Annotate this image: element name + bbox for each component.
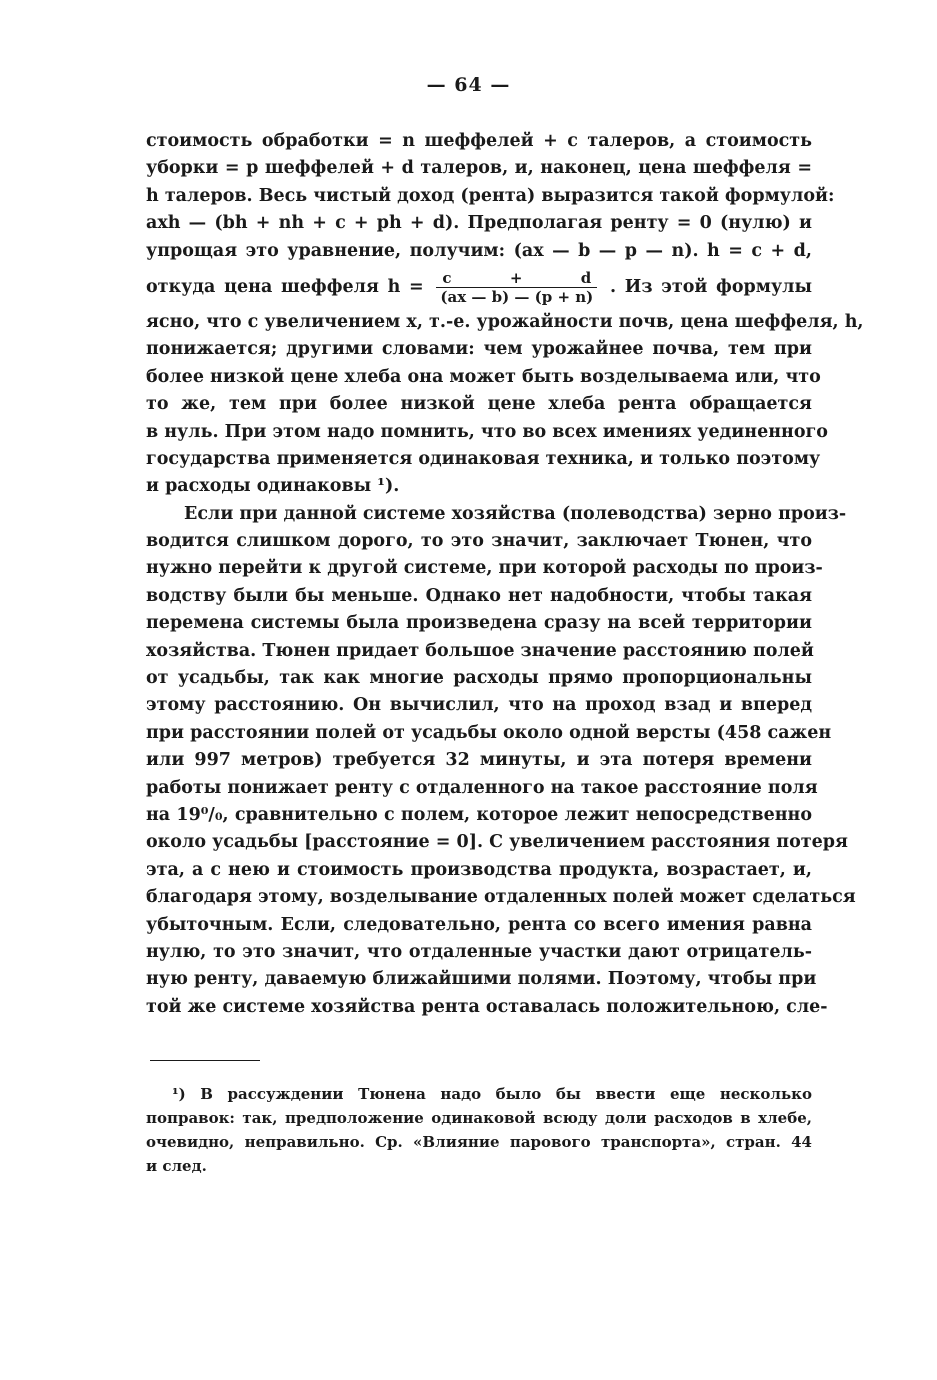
text-line: более низкой цене хлеба она может быть возделываема или, что xyxy=(146,366,821,387)
text-line: работы понижает ренту с отдаленного на такое расстояние поля xyxy=(146,777,818,798)
text-line: стоимость обработки = n шеффелей + c талеров, а стоимость xyxy=(146,131,812,151)
formula-fraction xyxy=(436,269,597,306)
formula-prefix: откуда цена шеффеля h = xyxy=(146,276,424,297)
fraction-numerator: c + d xyxy=(436,269,597,288)
text-line: то же, тем при более низкой цене хлеба рента обращается xyxy=(146,394,812,415)
text-line: этому расстоянию. Он вычислил, что на проход взад и вперед xyxy=(146,695,812,716)
paragraph-first-line: Если при данной системе хозяйства (полеводства) зерно произ- xyxy=(184,503,847,524)
text-line: на 19⁰/₀, сравнительно с полем, которое лежит непосредственно xyxy=(146,804,812,825)
page-number: — 64 — xyxy=(426,74,511,96)
text-line: при расстоянии полей от усадьбы около одной версты (458 сажен xyxy=(146,722,832,743)
text-line: и расходы одинаковы ¹). xyxy=(146,476,400,497)
text-line: хозяйства. Тюнен придает большое значение расстоянию полей xyxy=(146,640,814,661)
text-line: от усадьбы, так как многие расходы прямо пропорциональны xyxy=(146,668,812,689)
formula-line xyxy=(146,265,812,309)
text-line: h талеров. Весь чистый доход (рента) выразится такой формулой: xyxy=(146,185,835,206)
text-line: водится слишком дорого, то это значит, заключает Тюнен, что xyxy=(146,531,812,552)
footnotes xyxy=(146,1082,812,1178)
text-line: благодаря этому, возделывание отдаленных полей может сделаться xyxy=(146,887,856,908)
text-line: перемена системы была произведена сразу на всей территории xyxy=(146,613,812,634)
text-line: уборки = p шеффелей + d талеров, и, наконец, цена шеффеля = xyxy=(146,158,812,179)
footnote-divider xyxy=(150,1060,260,1061)
text-line: ясно, что с увеличением x, т.-е. урожайности почв, цена шеффеля, h, xyxy=(146,311,864,332)
text-line: убыточным. Если, следовательно, рента со всего имения равна xyxy=(146,914,812,935)
footnote-line: ¹) В рассуждении Тюнена надо было бы ввести еще несколько xyxy=(172,1085,812,1103)
text-line: понижается; другими словами: чем урожайнее почва, тем при xyxy=(146,339,812,360)
text-line: нужно перейти к другой системе, при которой расходы по произ- xyxy=(146,558,823,579)
footnote-line: очевидно, неправильно. Ср. «Влияние парового транспорта», стран. 44 xyxy=(146,1133,812,1151)
footnote-line: и след. xyxy=(146,1157,207,1175)
text-line: государства применяется одинаковая техника, и только поэтому xyxy=(146,448,821,469)
text-line: водству были бы меньше. Однако нет надобности, чтобы такая xyxy=(146,585,812,606)
text-line: в нуль. При этом надо помнить, что во всех имениях уединенного xyxy=(146,421,828,442)
main-text xyxy=(146,128,864,1021)
text-line: или 997 метров) требуется 32 минуты, и эта потеря времени xyxy=(146,750,812,771)
formula-suffix: . Из этой формулы xyxy=(609,276,813,297)
text-line: упрощая это уравнение, получим: (ax — b — p — n). h = c + d, xyxy=(146,240,812,261)
text-line: axh — (bh + nh + c + ph + d). Предполагая ренту = 0 (нулю) и xyxy=(146,213,812,234)
footnote-line: поправок: так, предположение одинаковой всюду доли расходов в хлебе, xyxy=(146,1109,812,1127)
text-line: около усадьбы [расстояние = 0]. С увеличением расстояния потеря xyxy=(146,832,848,853)
text-line: нулю, то это значит, что отдаленные участки дают отрицатель- xyxy=(146,941,812,962)
text-line: ную ренту, даваемую ближайшими полями. Поэтому, чтобы при xyxy=(146,969,817,990)
text-line: той же системе хозяйства рента оставалась положительною, сле- xyxy=(146,996,828,1017)
text-line: эта, а с нею и стоимость производства продукта, возрастает, и, xyxy=(146,859,812,880)
fraction-denominator: (ax — b) — (p + n) xyxy=(440,287,594,306)
